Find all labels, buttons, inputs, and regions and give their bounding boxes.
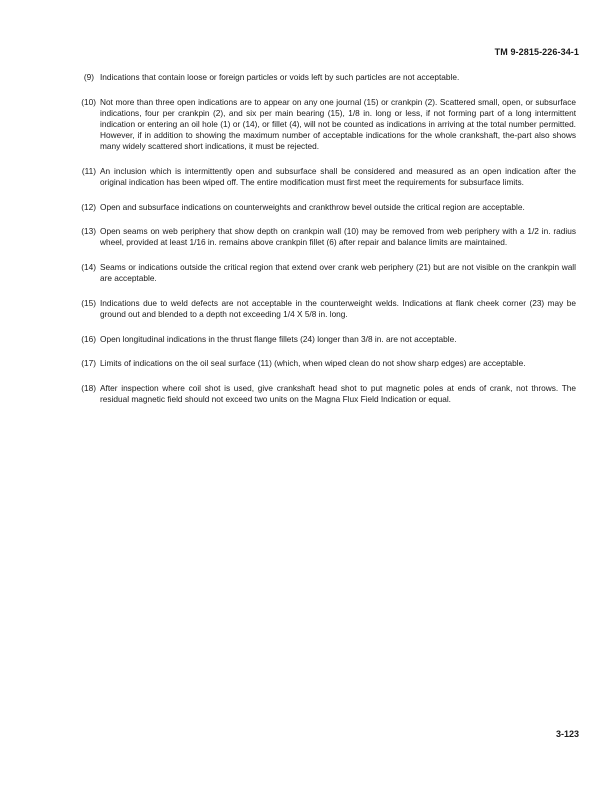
inspection-criteria-list (72, 72, 576, 419)
item-number: (18) (81, 382, 96, 393)
list-item (72, 298, 576, 320)
list-item (72, 383, 576, 405)
item-number: (13) (81, 226, 96, 237)
item-text: After inspection where coil shot is used, give crankshaft head shot to put magnetic poles at ends of crank, not throws. The residual magnetic field should not exceed two units on the Magna Flux Field Indication or equal. (100, 382, 576, 405)
item-text: Seams or indications outside the critical region that extend over crank web periphery (21) but are not visible on the crankpin wall are acceptable. (100, 262, 576, 284)
item-text: An inclusion which is intermittently open and subsurface shall be considered and measured as an open indication after the original indication has been wiped off. The entire modification must first meet the requirements for subsurface limits. (100, 165, 576, 187)
item-number: (14) (81, 262, 96, 272)
list-item (72, 358, 576, 369)
item-number: (9) (83, 72, 94, 82)
item-text: Limits of indications on the oil seal surface (11) (which, when wiped clean do not show sharp edges) are acceptable. (100, 358, 526, 369)
item-text: Indications that contain loose or foreign particles or voids left by such particles are not acceptable. (100, 72, 460, 82)
list-item (72, 262, 576, 284)
page-number: 3-123 (555, 729, 579, 739)
item-number: (12) (81, 201, 96, 212)
list-item (72, 334, 576, 345)
list-item (72, 226, 576, 248)
item-number: (15) (81, 297, 96, 308)
item-number: (11) (81, 165, 96, 176)
item-text: Indications due to weld defects are not acceptable in the counterweight welds. Indications at flank cheek corner (23) may be ground out and blended to a depth not exceeding 1/4 X 5/8 in. long. (100, 297, 576, 319)
document-id: TM 9-2815-226-34-1 (494, 47, 579, 57)
list-item (72, 202, 576, 213)
list-item (72, 72, 576, 83)
item-number: (16) (81, 333, 96, 344)
item-number: (17) (81, 358, 96, 369)
item-text: Not more than three open indications are to appear on any one journal (15) or crankpin (2). Scattered small, open, or subsurface indications, four per crankpin (2), and six per main bearing (15), 1/8 in. long or less, if not forming part of a long intermittent indication or entering an oil hole (1) or (14), or fillet (4), will not be counted as indications in arriving at the total number permitted. However, if in addition to showing the maximum number of acceptable indications for the whole crankshaft, the-part also shows many widely scattered short indications, it must be rejected. (100, 96, 576, 152)
list-item (72, 97, 576, 152)
list-item (72, 166, 576, 188)
item-text: Open seams on web periphery that show depth on crankpin wall (10) may be removed from web periphery with a 1/2 in. radius wheel, provided at least 1/16 in. remains above crankpin fillet (6) after repair and balance limits are maintained. (100, 226, 576, 248)
item-text: Open longitudinal indications in the thrust flange fillets (24) longer than 3/8 in. are not acceptable. (100, 333, 457, 344)
item-text: Open and subsurface indications on counterweights and crankthrow bevel outside the critical region are acceptable. (100, 201, 525, 212)
item-number: (10) (81, 96, 96, 107)
